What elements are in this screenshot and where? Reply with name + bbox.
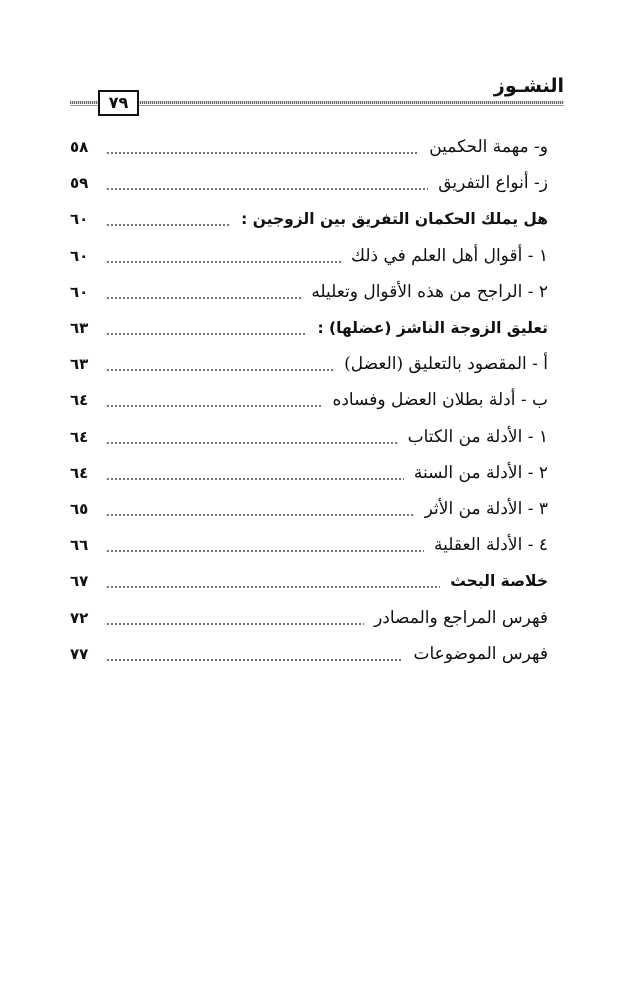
toc-heading-row xyxy=(68,310,548,346)
toc-entry-title: ٣ - الأدلة من الأثر xyxy=(424,498,548,519)
header-rule xyxy=(70,101,564,104)
toc-entry-page: ٧٢ xyxy=(70,608,89,627)
dot-leader xyxy=(106,655,403,665)
toc-entry-page: ٦٠ xyxy=(70,246,89,265)
toc-row xyxy=(68,238,548,274)
table-of-contents xyxy=(68,129,548,672)
toc-entry-title: ب - أدلة بطلان العضل وفساده xyxy=(332,390,548,411)
toc-heading-row xyxy=(68,563,548,599)
toc-entry-title: فهرس الموضوعات xyxy=(413,643,548,664)
page-number: ٧٩ xyxy=(98,90,139,116)
toc-row xyxy=(68,274,548,310)
toc-row xyxy=(68,165,548,201)
dot-leader xyxy=(106,293,301,303)
toc-entry-page: ٦٣ xyxy=(70,319,89,338)
toc-entry-page: ٦٦ xyxy=(70,536,89,555)
toc-row xyxy=(68,527,548,563)
toc-entry-title: أ - المقصود بالتعليق (العضل) xyxy=(344,354,548,375)
toc-row xyxy=(68,455,548,491)
toc-entry-page: ٦٠ xyxy=(70,210,89,229)
toc-entry-title: تعليق الزوجة الناشز (عضلها) : xyxy=(317,319,548,338)
running-title: النشـوز xyxy=(493,75,564,97)
toc-entry-title: ٤ - الأدلة العقلية xyxy=(434,535,548,556)
dot-leader xyxy=(106,546,424,556)
dot-leader xyxy=(106,401,322,411)
toc-entry-title: ز- أنواع التفريق xyxy=(438,173,548,194)
toc-entry-title: ٢ - الأدلة من السنة xyxy=(413,462,548,483)
toc-row xyxy=(68,382,548,418)
dot-leader xyxy=(106,438,398,448)
toc-entry-page: ٧٧ xyxy=(70,644,89,663)
toc-heading-row xyxy=(68,201,548,237)
dot-leader xyxy=(106,510,415,520)
dot-leader xyxy=(106,365,334,375)
dot-leader xyxy=(106,184,428,194)
toc-entry-page: ٦٠ xyxy=(70,282,89,301)
page-header xyxy=(70,74,564,114)
toc-entry-title: و- مهمة الحكمين xyxy=(429,137,548,158)
toc-row xyxy=(68,491,548,527)
toc-row xyxy=(68,636,548,672)
toc-entry-title: ٢ - الراجح من هذه الأقوال وتعليله xyxy=(311,281,548,302)
toc-entry-page: ٦٣ xyxy=(70,355,89,374)
toc-entry-title: ١ - أقوال أهل العلم في ذلك xyxy=(351,245,548,266)
toc-entry-page: ٦٤ xyxy=(70,463,89,482)
dot-leader xyxy=(106,220,231,230)
toc-entry-page: ٦٤ xyxy=(70,391,89,410)
dot-leader xyxy=(106,619,364,629)
toc-entry-title: خلاصة البحث xyxy=(450,572,548,591)
toc-row xyxy=(68,129,548,165)
dot-leader xyxy=(106,148,419,158)
toc-entry-page: ٥٩ xyxy=(70,174,89,193)
toc-row xyxy=(68,599,548,635)
toc-entry-title: ١ - الأدلة من الكتاب xyxy=(407,426,548,447)
dot-leader xyxy=(106,474,404,484)
toc-entry-page: ٦٥ xyxy=(70,499,89,518)
toc-entry-title: فهرس المراجع والمصادر xyxy=(374,607,548,628)
toc-row xyxy=(68,346,548,382)
toc-entry-title: هل يملك الحكمان التفريق بين الزوجين : xyxy=(241,210,548,229)
toc-entry-page: ٥٨ xyxy=(70,138,89,157)
toc-entry-page: ٦٤ xyxy=(70,427,89,446)
dot-leader xyxy=(106,582,440,592)
toc-row xyxy=(68,419,548,455)
dot-leader xyxy=(106,329,307,339)
header-rule-thin xyxy=(70,105,564,106)
dot-leader xyxy=(106,257,341,267)
toc-entry-page: ٦٧ xyxy=(70,572,89,591)
